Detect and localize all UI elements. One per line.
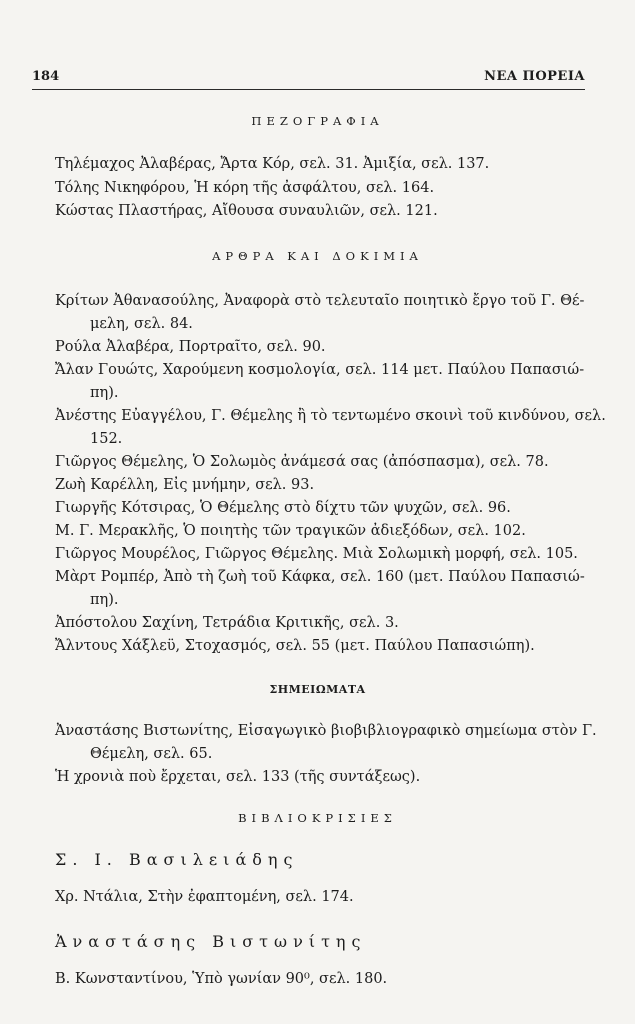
index-entry: Ἀναστάσης Βιστωνίτης, Εἰσαγωγικὸ βιοβιβλιογραφικὸ σημείωμα στὸν Γ. — [55, 723, 597, 739]
index-entry: Γιωργῆς Κότσιρας, Ὁ Θέμελης στὸ δίχτυ τῶν ψυχῶν, σελ. 96. — [55, 500, 511, 516]
index-entry-continuation: Θέμελη, σελ. 65. — [90, 746, 213, 762]
section-title-reviews: ΒΙΒΛΙΟΚΡΙΣΙΕΣ — [238, 811, 397, 825]
index-entry: Ζωὴ Καρέλλη, Εἰς μνήμην, σελ. 93. — [55, 477, 315, 493]
index-entry: Χρ. Ντάλια, Στὴν ἐφαπτομένη, σελ. 174. — [55, 889, 354, 905]
index-entry-continuation: πη). — [90, 592, 119, 608]
index-entry: Γιῶργος Θέμελης, Ὁ Σολωμὸς ἀνάμεσά σας (ἀπόσπασμα), σελ. 78. — [55, 454, 549, 470]
index-entry: Ἀπόστολου Σαχίνη, Τετράδια Κριτικῆς, σελ. 3. — [55, 615, 399, 631]
index-entry: Ἀνέστης Εὐαγγέλου, Γ. Θέμελης ἢ τὸ τεντωμένο σκοινὶ τοῦ κινδύνου, σελ. — [55, 408, 606, 424]
header-rule — [32, 89, 585, 90]
reviewer-name: Σ. Ι. Βασιλειάδης — [55, 850, 299, 869]
section-title-notes: ΣΗΜΕΙΩΜΑΤΑ — [269, 683, 366, 696]
index-entry: Τόλης Νικηφόρου, Ἡ κόρη τῆς ἀσφάλτου, σελ. 164. — [55, 180, 435, 196]
index-entry-continuation: πη). — [90, 385, 119, 401]
index-entry: Τηλέμαχος Ἀλαβέρας, Ἄρτα Κόρ, σελ. 31. Ἀμιξία, σελ. 137. — [55, 156, 490, 172]
section-title-articles: ΑΡΘΡΑ ΚΑΙ ΔΟΚΙΜΙΑ — [212, 249, 423, 263]
running-title: ΝΕΑ ΠΟΡΕΙΑ — [484, 69, 585, 84]
index-entry: Ἡ χρονιὰ ποὺ ἔρχεται, σελ. 133 (τῆς συντάξεως). — [55, 769, 421, 785]
index-entry-continuation: μελη, σελ. 84. — [90, 316, 193, 332]
index-entry: Γιῶργος Μουρέλος, Γιῶργος Θέμελης. Μιὰ Σολωμικὴ μορφή, σελ. 105. — [55, 546, 578, 562]
index-entry: Κρίτων Ἀθανασούλης, Ἀναφορὰ στὸ τελευταῖο ποιητικὸ ἔργο τοῦ Γ. Θέ- — [55, 293, 585, 309]
section-title-prose: ΠΕΖΟΓΡΑΦΙΑ — [251, 114, 384, 128]
index-entry: Μ. Γ. Μερακλῆς, Ὁ ποιητὴς τῶν τραγικῶν ἀδιεξόδων, σελ. 102. — [55, 523, 526, 539]
page-number: 184 — [32, 69, 60, 84]
index-entry: Β. Κωνσταντίνου, Ὑπὸ γωνίαν 90⁰, σελ. 180. — [55, 971, 388, 987]
index-entry: Κώστας Πλαστήρας, Αἴθουσα συναυλιῶν, σελ. 121. — [55, 203, 438, 219]
index-entry: Ἄλντους Χάξλεϋ, Στοχασμός, σελ. 55 (μετ. Παύλου Παπασιώπη). — [55, 638, 535, 654]
index-entry: Μὰρτ Ρομπέρ, Ἀπὸ τὴ ζωὴ τοῦ Κάφκα, σελ. 160 (μετ. Παύλου Παπασιώ- — [55, 569, 585, 585]
index-entry: Ἄλαν Γουώτς, Χαρούμενη κοσμολογία, σελ. 114 μετ. Παύλου Παπασιώ- — [55, 362, 585, 378]
index-entry: Ρούλα Ἀλαβέρα, Πορτραῖτο, σελ. 90. — [55, 339, 326, 355]
index-entry-continuation: 152. — [90, 431, 123, 447]
reviewer-name: Ἀναστάσης Βιστωνίτης — [55, 932, 367, 951]
